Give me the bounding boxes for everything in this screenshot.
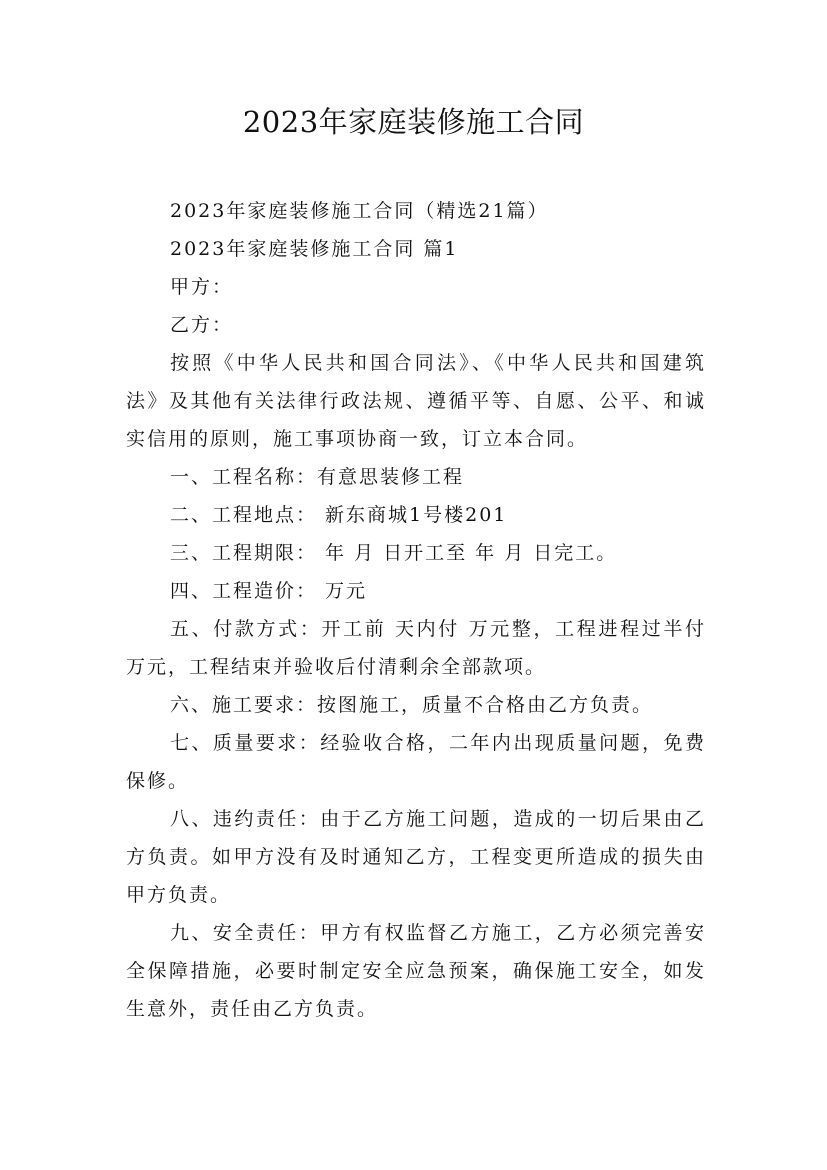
- paragraph-construction-requirements: 六、施工要求：按图施工，质量不合格由乙方负责。: [170, 694, 654, 716]
- paragraph-party-a: 甲方：: [170, 276, 234, 298]
- paragraph-party-b: 乙方：: [170, 314, 234, 336]
- paragraph-project-period: 三、工程期限： 年 月 日开工至 年 月 日完工。: [170, 542, 618, 564]
- paragraph-preamble: 按照《中华人民共和国合同法》、《中华人民共和国建筑法》及其他有关法律行政法规、遵循平等、自愿、公平、和诚实信用的原则，施工事项协商一致，订立本合同。: [126, 352, 706, 450]
- paragraph-section-heading: 2023年家庭装修施工合同 篇1: [170, 238, 459, 260]
- document-body: [126, 192, 706, 1028]
- paragraph-project-name: 一、工程名称：有意思装修工程: [170, 466, 465, 488]
- paragraph-payment-method: 五、付款方式：开工前 天内付 万元整，工程进程过半付 万元，工程结束并验收后付清剩余全部款项。: [126, 618, 706, 678]
- paragraph-project-location: 二、工程地点： 新东商城1号楼201: [170, 504, 508, 526]
- document-title: 2023年家庭装修施工合同: [242, 105, 585, 139]
- paragraph-subtitle: 2023年家庭装修施工合同（精选21篇）: [170, 200, 549, 222]
- paragraph-quality-requirements: 七、质量要求：经验收合格，二年内出现质量问题，免费保修。: [126, 732, 706, 792]
- paragraph-project-cost: 四、工程造价： 万元: [170, 580, 368, 602]
- paragraph-safety-liability: 九、安全责任：甲方有权监督乙方施工，乙方必须完善安全保障措施，必要时制定安全应急预案，确保施工安全，如发生意外，责任由乙方负责。: [126, 922, 706, 1020]
- paragraph-breach-liability: 八、违约责任：由于乙方施工问题，造成的一切后果由乙方负责。如甲方没有及时通知乙方，工程变更所造成的损失由甲方负责。: [126, 808, 706, 906]
